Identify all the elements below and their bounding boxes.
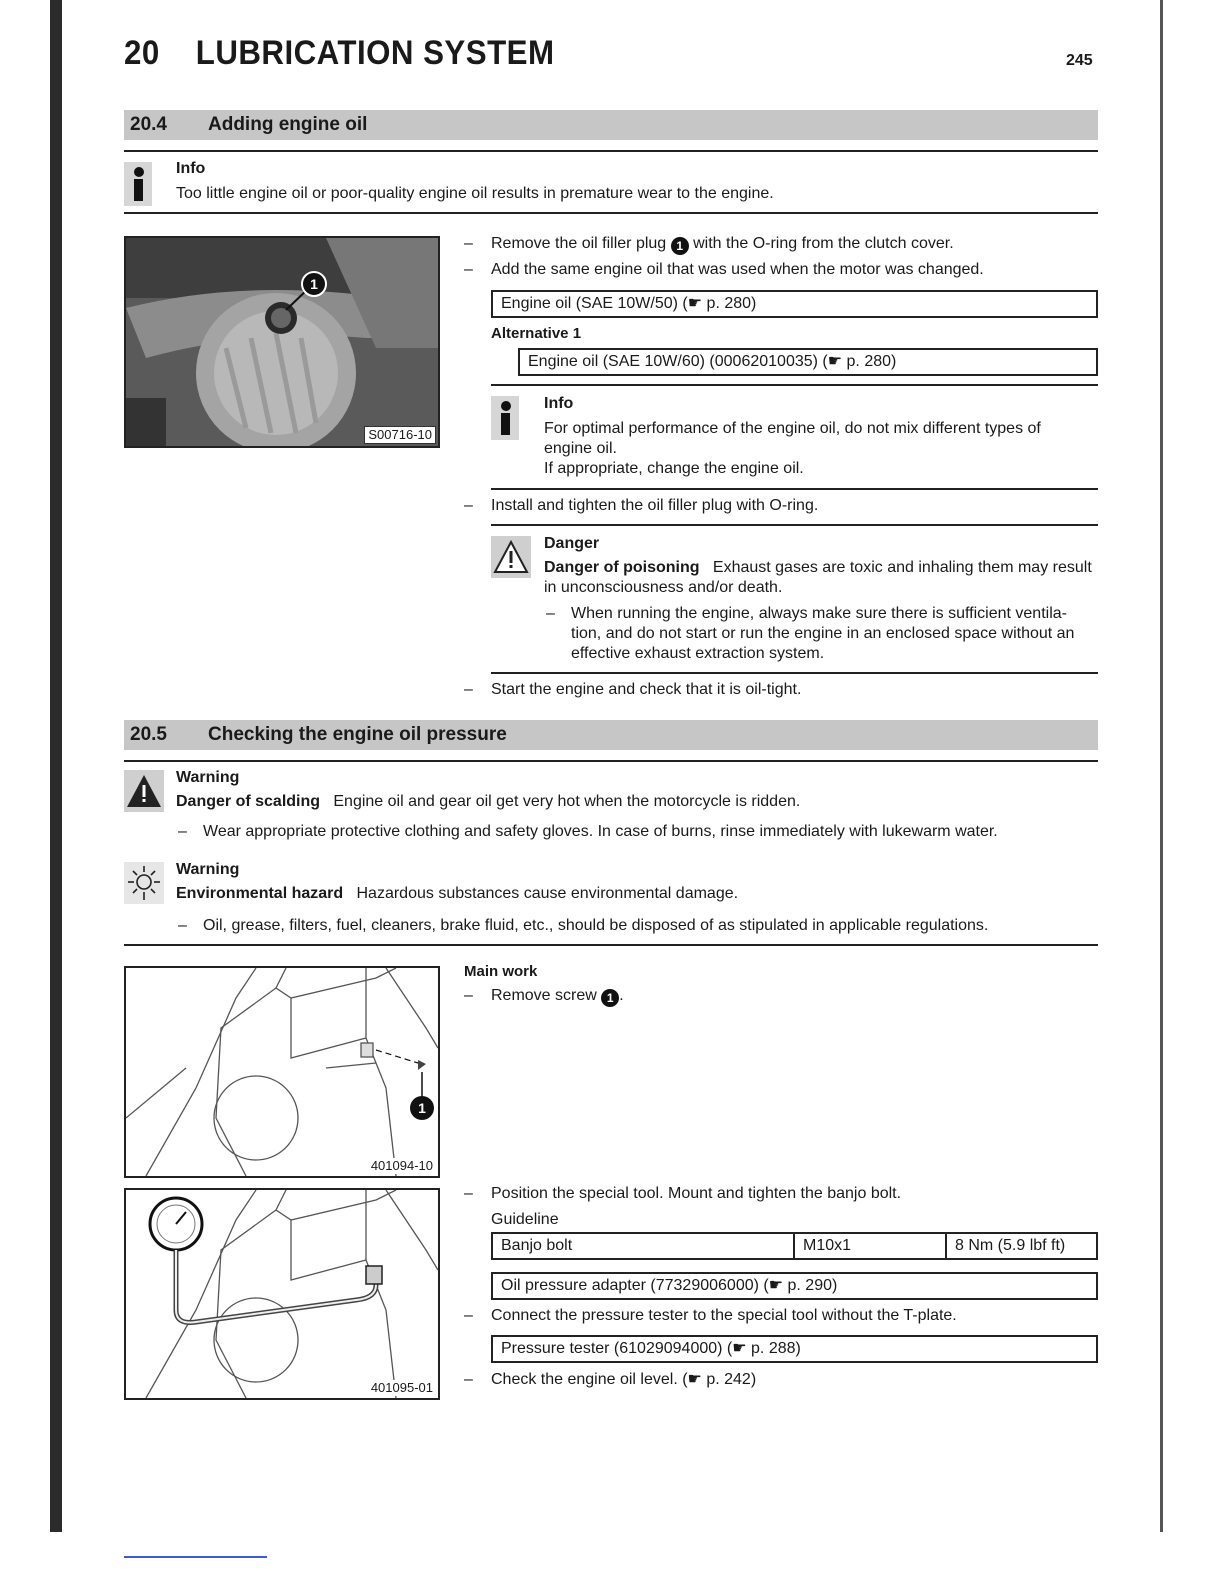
table-row [492, 1233, 1097, 1259]
warning-label: Environmental hazard [176, 885, 344, 902]
photo-marker: 1 [310, 276, 318, 292]
page-number: 245 [1066, 52, 1093, 69]
engine-photo-image [126, 238, 438, 446]
info-title: Info [176, 160, 206, 177]
danger-text [544, 558, 1092, 598]
page-frame-left [50, 0, 62, 1532]
divider [124, 212, 1098, 214]
dash: – [178, 823, 187, 840]
divider [491, 672, 1098, 674]
marker-1: 1 [601, 989, 619, 1007]
step-check-oil-level[interactable]: Check the engine oil level. (☛ p. 242) [491, 1371, 757, 1388]
info-title: Info [544, 395, 574, 412]
info-text-2: If appropriate, change the engine oil. [544, 460, 804, 477]
step-connect-tester: Connect the pressure tester to the special tool without the T-plate. [491, 1307, 957, 1324]
info-text: For optimal performance of the engine oil, do not mix different types of engine oil. [544, 420, 1041, 457]
torque-table [491, 1232, 1098, 1260]
main-work-label: Main work [464, 963, 538, 980]
screw-illustration [124, 966, 440, 1178]
dash: – [464, 987, 473, 1004]
warning-label: Danger of scalding [176, 793, 321, 810]
info-text: Too little engine oil or poor-quality engine oil results in premature wear to the engine. [176, 185, 774, 202]
engine-photo [124, 236, 440, 448]
step-text: Remove screw [491, 987, 597, 1004]
divider [491, 488, 1098, 490]
pressure-gauge-illustration-image [126, 1190, 438, 1398]
section-header-20-5 [124, 720, 1098, 750]
info-icon [491, 396, 519, 440]
warning-item: Oil, grease, filters, fuel, cleaners, brake fluid, etc., should be disposed of as stipulated in applicable regulations. [203, 917, 989, 934]
bottom-link-underline [124, 1556, 267, 1558]
dash: – [464, 497, 473, 514]
step-position-tool: Position the special tool. Mount and tighten the banjo bolt. [491, 1185, 902, 1202]
image-code: 401094-10 [368, 1158, 436, 1174]
section-number: 20.4 [130, 114, 167, 135]
page-frame-right [1160, 0, 1163, 1532]
dash: – [464, 1371, 473, 1388]
torque-thread: M10x1 [794, 1233, 946, 1259]
step-install-plug: Install and tighten the oil filler plug with O-ring. [491, 497, 819, 514]
chapter-title [124, 34, 555, 73]
warning-description: Engine oil and gear oil get very hot when the motorcycle is ridden. [333, 793, 801, 810]
chapter-number: 20 [124, 34, 160, 72]
warning-text [176, 884, 738, 904]
dash: – [546, 605, 555, 622]
section-header-20-4 [124, 110, 1098, 140]
dash: – [464, 1185, 473, 1202]
step-add-oil: Add the same engine oil that was used when the motor was changed. [491, 261, 984, 278]
tool-pressure-tester: Pressure tester (61029094000) (☛ p. 288) [491, 1335, 1098, 1363]
danger-label: Danger of poisoning [544, 559, 700, 576]
guideline-label: Guideline [491, 1211, 559, 1228]
torque-value: 8 Nm (5.9 lbf ft) [946, 1233, 1097, 1259]
step-text-tail: . [619, 987, 624, 1004]
divider [124, 760, 1098, 762]
step-text-tail: with the O-ring from the clutch cover. [693, 235, 954, 252]
step-text: Remove the oil filler plug [491, 235, 667, 252]
divider [491, 384, 1098, 386]
info-icon [124, 162, 152, 206]
danger-description: Exhaust gases are toxic and inhaling them may result in unconsciousness and/or death. [544, 559, 1092, 596]
screw-illustration-image [126, 968, 438, 1176]
warning-text [176, 792, 800, 812]
dash: – [464, 261, 473, 278]
illustration-marker: 1 [418, 1100, 426, 1116]
marker-1: 1 [671, 237, 689, 255]
alternative-label: Alternative 1 [491, 325, 582, 342]
section-title: Adding engine oil [208, 114, 368, 135]
danger-icon [491, 536, 531, 578]
chapter-title-text: LUBRICATION SYSTEM [195, 34, 555, 72]
section-number: 20.5 [130, 724, 167, 745]
spec-engine-oil: Engine oil (SAE 10W/50) (☛ p. 280) [491, 290, 1098, 318]
dash: – [464, 235, 473, 252]
pressure-gauge-illustration [124, 1188, 440, 1400]
step-check-tight: Start the engine and check that it is oil-tight. [491, 681, 802, 698]
warning-title: Warning [176, 769, 240, 786]
danger-item: When running the engine, always make sure there is sufficient ventila-tion, and do not start or run the engine in an enclosed space without an effective exhaust extraction system. [571, 605, 1075, 662]
warning-description: Hazardous substances cause environmental damage. [356, 885, 739, 902]
step-remove-plug [491, 234, 954, 255]
tool-oil-pressure-adapter: Oil pressure adapter (77329006000) (☛ p. 290) [491, 1272, 1098, 1300]
torque-part: Banjo bolt [492, 1233, 794, 1259]
section-title: Checking the engine oil pressure [208, 724, 507, 745]
dash: – [178, 917, 187, 934]
dash: – [464, 681, 473, 698]
environment-icon [124, 862, 164, 904]
divider [124, 150, 1098, 152]
divider [491, 524, 1098, 526]
warning-item: Wear appropriate protective clothing and safety gloves. In case of burns, rinse immediately with lukewarm water. [203, 823, 998, 840]
danger-title: Danger [544, 535, 600, 552]
divider [124, 944, 1098, 946]
warning-icon [124, 770, 164, 812]
warning-title: Warning [176, 861, 240, 878]
spec-engine-oil-alt: Engine oil (SAE 10W/60) (00062010035) (☛ p. 280) [518, 348, 1098, 376]
step-remove-screw [491, 986, 624, 1007]
dash: – [464, 1307, 473, 1324]
image-code: S00716-10 [364, 426, 436, 444]
image-code: 401095-01 [368, 1380, 436, 1396]
